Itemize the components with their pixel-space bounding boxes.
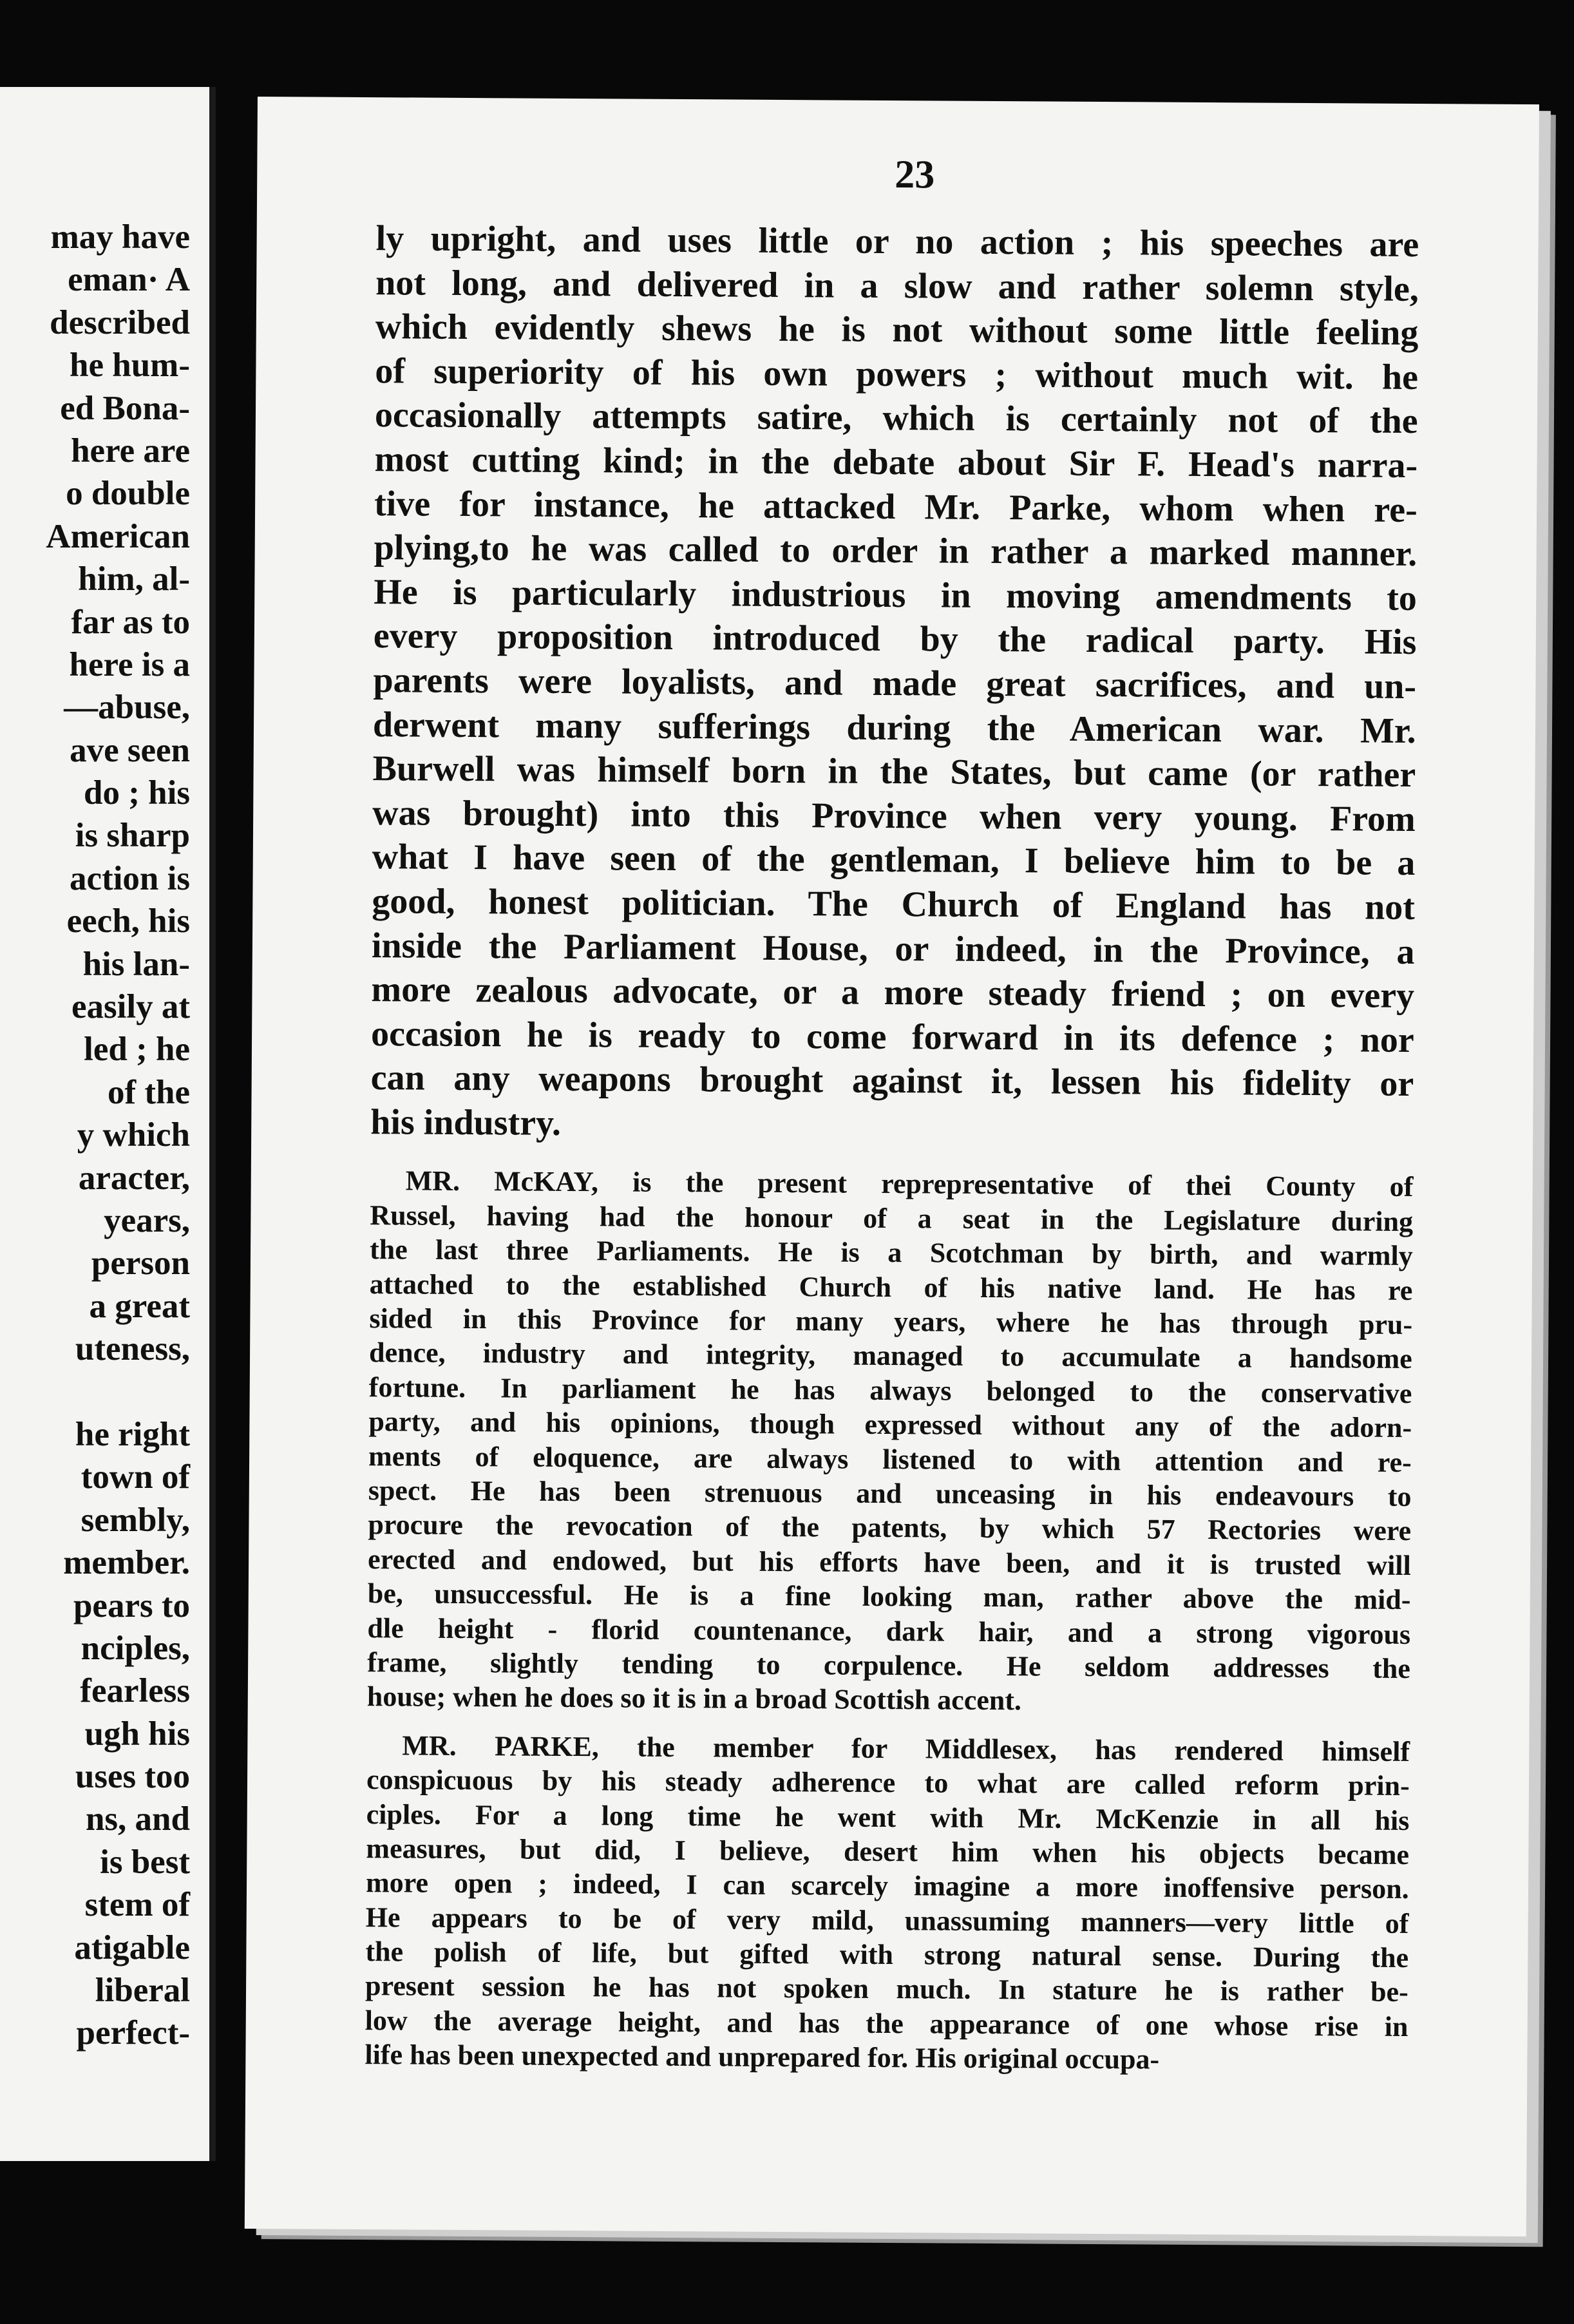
left-page-line: town of bbox=[81, 1458, 190, 1496]
left-page-line: y which bbox=[77, 1116, 190, 1154]
text-line bbox=[368, 1507, 1411, 1548]
left-page-line: here are bbox=[71, 432, 190, 470]
text-line bbox=[370, 1056, 1414, 1106]
right-page bbox=[245, 97, 1539, 2236]
text-line bbox=[366, 1900, 1409, 1941]
left-page-line: led ; he bbox=[84, 1031, 190, 1069]
left-page-line: American bbox=[46, 517, 190, 555]
text-line-content: sided in this Province for many years, where he has through pru- bbox=[369, 1302, 1413, 1341]
text-line bbox=[374, 570, 1417, 620]
text-line-content: spect. He has been strenuous and unceasing in his endeavours to bbox=[368, 1474, 1412, 1512]
text-line bbox=[368, 1542, 1411, 1583]
text-line bbox=[365, 1934, 1408, 1975]
text-line-content: frame, slightly tending to corpulence. He seldom addresses the bbox=[367, 1646, 1410, 1684]
text-line-content: dle height - florid countenance, dark hair, and a strong vigorous bbox=[367, 1612, 1411, 1650]
left-page-line: may have bbox=[50, 218, 190, 256]
text-line bbox=[373, 703, 1416, 753]
text-line bbox=[373, 658, 1416, 709]
text-line bbox=[370, 1267, 1413, 1308]
left-page-line: sembly, bbox=[81, 1501, 190, 1539]
text-line-content: MR. McKAY, is the present reprepresentative of thei County of bbox=[405, 1165, 1414, 1203]
left-page-line: here is a bbox=[69, 645, 190, 683]
text-line-content: most cutting kind; in the debate about Sir F. Head's narra- bbox=[374, 439, 1418, 486]
text-line bbox=[366, 1831, 1409, 1872]
left-page-line: ed Bona- bbox=[60, 389, 190, 427]
text-line-content: parents were loyalists, and made great sacrifices, and un- bbox=[373, 660, 1417, 707]
text-line-content: conspicuous by his steady adherence to what are called reform prin- bbox=[366, 1764, 1410, 1802]
text-line-content: present session he has not spoken much. In stature he is rather be- bbox=[365, 1970, 1408, 2008]
text-line bbox=[375, 261, 1419, 311]
text-line-content: dence, industry and integrity, managed to accumulate a handsome bbox=[368, 1337, 1412, 1375]
left-page-line: —abuse, bbox=[64, 689, 190, 727]
left-page-line: far as to bbox=[71, 603, 190, 641]
left-page-line bbox=[46, 1371, 190, 1413]
text-line-content: can any weapons brought against it, lessen his fidelity or bbox=[370, 1058, 1414, 1105]
text-line bbox=[368, 1576, 1411, 1617]
text-line-content: what I have seen of the gentleman, I believe him to be a bbox=[372, 837, 1416, 884]
text-line bbox=[374, 437, 1418, 488]
left-page-line: is best bbox=[100, 1843, 190, 1881]
left-page-line: perfect- bbox=[76, 2014, 190, 2052]
text-line bbox=[370, 1232, 1413, 1273]
left-page-line: pears to bbox=[73, 1586, 190, 1624]
text-line bbox=[365, 2003, 1408, 2044]
text-line bbox=[369, 1301, 1412, 1342]
text-line bbox=[365, 1969, 1408, 2010]
text-line-content: occasion he is ready to come forward in its defence ; nor bbox=[370, 1013, 1414, 1060]
left-page-line: he hum- bbox=[69, 347, 190, 385]
left-page-line: o double bbox=[66, 475, 190, 513]
text-line bbox=[369, 1370, 1412, 1411]
text-line bbox=[365, 2037, 1408, 2078]
left-page-line: ugh his bbox=[84, 1715, 190, 1753]
left-page-line: he right bbox=[75, 1415, 190, 1453]
left-page-line: atigable bbox=[74, 1929, 190, 1967]
text-line-content: every proposition introduced by the radical party. His bbox=[373, 616, 1417, 663]
left-page-line: ave seen bbox=[70, 731, 190, 769]
left-page bbox=[0, 87, 216, 2161]
text-line bbox=[370, 1198, 1413, 1239]
text-line-content: Burwell was himself born in the States, but came (or rather bbox=[372, 748, 1416, 795]
left-page-text bbox=[46, 216, 190, 2055]
left-page-line: ns, and bbox=[85, 1800, 190, 1838]
text-line-content: more open ; indeed, I can scarcely imagine a more inoffensive person. bbox=[365, 1867, 1409, 1905]
text-line bbox=[367, 1611, 1410, 1652]
left-page-line: fearless bbox=[80, 1672, 190, 1710]
text-line bbox=[366, 1865, 1409, 1906]
text-line-content: tive for instance, he attacked Mr. Parke, whom when re- bbox=[374, 483, 1418, 530]
text-line bbox=[374, 482, 1418, 532]
text-line-content: be, unsuccessful. He is a fine looking man, rather above the mid- bbox=[367, 1577, 1411, 1616]
text-line-content: derwent many sufferings during the American war. Mr. bbox=[372, 704, 1416, 751]
text-line bbox=[366, 1728, 1410, 1769]
text-line-content: ments of eloquence, are always listened to with attention and re- bbox=[368, 1440, 1412, 1478]
left-page-line: years, bbox=[104, 1201, 190, 1239]
text-line-content: not long, and delivered in a slow and rather solemn style, bbox=[375, 262, 1419, 309]
left-page-line: described bbox=[50, 303, 190, 341]
text-line bbox=[368, 1439, 1412, 1480]
text-line-content: ciples. For a long time he went with Mr. McKenzie in all his bbox=[366, 1798, 1410, 1836]
text-line bbox=[375, 216, 1419, 267]
text-line bbox=[372, 835, 1416, 885]
left-page-line: member. bbox=[63, 1544, 190, 1582]
text-line-content: ly upright, and uses little or no action ; his speeches are bbox=[375, 218, 1419, 265]
text-line-content: fortune. In parliament he has always belonged to the conservative bbox=[368, 1371, 1412, 1409]
text-line bbox=[372, 747, 1416, 797]
paragraph-burwell bbox=[370, 216, 1419, 1150]
left-page-line: eech, his bbox=[66, 902, 190, 940]
text-line bbox=[368, 1404, 1412, 1445]
left-page-line: is sharp bbox=[75, 817, 190, 855]
text-line-content: plying,to he was called to order in rather a marked manner. bbox=[374, 528, 1418, 575]
left-page-line: liberal bbox=[95, 1972, 190, 2010]
left-page-line: a great bbox=[89, 1287, 190, 1325]
text-line bbox=[374, 614, 1417, 664]
page-number: 23 bbox=[895, 153, 935, 197]
left-page-line: nciples, bbox=[81, 1629, 190, 1667]
text-line-content: erected and endowed, but his efforts have been, and it is trusted will bbox=[367, 1543, 1411, 1581]
left-page-line: eman· A bbox=[68, 261, 190, 299]
text-line-content: procure the revocation of the patents, by which 57 Rectories were bbox=[368, 1509, 1412, 1547]
text-line bbox=[367, 1679, 1410, 1720]
left-page-line: uses too bbox=[75, 1758, 190, 1796]
text-line-content: inside the Parliament House, or indeed, in the Province, a bbox=[371, 925, 1415, 972]
text-line bbox=[375, 393, 1418, 443]
text-line-content: house; when he does so it is in a broad Scottish accent. bbox=[366, 1681, 1022, 1717]
text-line-content: He is particularly industrious in moving amendments to bbox=[374, 571, 1418, 618]
text-line-content: his industry. bbox=[370, 1101, 562, 1143]
left-page-line: person bbox=[91, 1244, 190, 1282]
text-line bbox=[375, 349, 1418, 399]
left-page-line: easily at bbox=[71, 988, 190, 1026]
paragraph-parke bbox=[365, 1728, 1410, 2079]
text-line bbox=[370, 1100, 1414, 1150]
left-page-line: aracter, bbox=[78, 1159, 190, 1197]
left-page-line: action is bbox=[70, 859, 190, 897]
text-line bbox=[372, 791, 1416, 841]
text-line bbox=[370, 1164, 1414, 1205]
text-line bbox=[369, 1336, 1412, 1376]
left-page-line: him, al- bbox=[78, 560, 190, 598]
text-line bbox=[372, 924, 1415, 974]
text-line bbox=[371, 1012, 1414, 1062]
left-page-line: do ; his bbox=[84, 774, 190, 812]
text-line bbox=[372, 879, 1415, 929]
text-line bbox=[366, 1762, 1410, 1803]
text-line-content: of superiority of his own powers ; without much wit. he bbox=[375, 350, 1419, 397]
left-page-line: stem of bbox=[84, 1886, 190, 1924]
text-line bbox=[367, 1645, 1410, 1686]
text-line-content: party, and his opinions, though expressed without any of the adorn- bbox=[368, 1405, 1412, 1444]
text-line-content: attached to the established Church of his native land. He has re bbox=[369, 1268, 1413, 1306]
left-page-line: uteness, bbox=[75, 1330, 190, 1368]
text-line-content: good, honest politician. The Church of England has not bbox=[372, 881, 1416, 928]
body-text bbox=[365, 216, 1419, 2078]
paragraph-mckay bbox=[367, 1164, 1414, 1720]
text-line bbox=[366, 1797, 1410, 1838]
text-line-content: occasionally attempts satire, which is certainly not of the bbox=[374, 395, 1418, 442]
text-line-content: measures, but did, I believe, desert him when his objects became bbox=[366, 1832, 1410, 1871]
text-line bbox=[368, 1473, 1412, 1514]
text-line-content: MR. PARKE, the member for Middlesex, has rendered himself bbox=[402, 1729, 1410, 1767]
text-line-content: which evidently shews he is not without some little feeling bbox=[375, 307, 1419, 354]
left-page-line: his lan- bbox=[82, 945, 190, 983]
text-line-content: was brought) into this Province when very young. From bbox=[372, 792, 1416, 839]
text-line-content: Russel, having had the honour of a seat in the Legislature during bbox=[370, 1199, 1414, 1237]
text-line-content: the polish of life, but gifted with strong natural sense. During the bbox=[365, 1936, 1409, 1974]
text-line-content: life has been unexpected and unprepared for. His original occupa- bbox=[365, 2039, 1160, 2075]
text-line bbox=[374, 526, 1418, 576]
text-line bbox=[371, 967, 1414, 1018]
left-page-line: of the bbox=[107, 1073, 190, 1111]
text-line-content: the last three Parliaments. He is a Scotchman by birth, and warmly bbox=[369, 1233, 1413, 1272]
text-line bbox=[375, 305, 1419, 355]
text-line-content: He appears to be of very mild, unassuming manners—very little of bbox=[365, 1901, 1409, 1939]
text-line-content: low the average height, and has the appearance of one whose rise in bbox=[365, 2004, 1408, 2043]
text-line-content: more zealous advocate, or a more steady friend ; on every bbox=[371, 969, 1415, 1016]
